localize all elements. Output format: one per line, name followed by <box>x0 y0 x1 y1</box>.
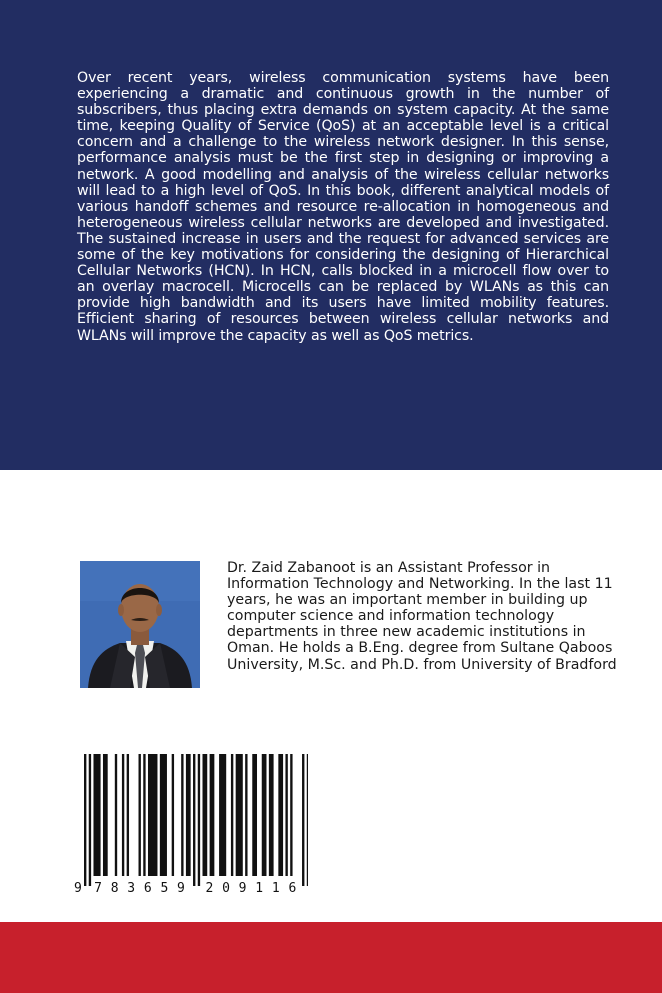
barcode-digit: 9 <box>238 881 247 896</box>
barcode-bar <box>203 754 208 876</box>
barcode-guard-bar <box>193 754 195 886</box>
barcode-bar <box>285 754 287 876</box>
barcode-guard-bar <box>89 754 91 886</box>
barcode-digit: 1 <box>271 881 280 896</box>
barcode-bar <box>122 754 124 876</box>
barcode-bar <box>127 754 129 876</box>
barcode-bar <box>236 754 243 876</box>
barcode-bar <box>148 754 157 876</box>
barcode-bar <box>115 754 117 876</box>
barcode-digit: 9 <box>177 881 185 896</box>
bottom-color-band <box>0 922 662 993</box>
author-bio: Dr. Zaid Zabanoot is an Assistant Professor in Information Technology and Networking. In the last 11 years, he was an important member in building up computer science and information technology departments in three new academic institutions in Oman. He holds a B.Eng. degree from Sultane Qaboos University, M.Sc. and Ph.D. from University of Bradford <box>227 560 617 673</box>
barcode-bar <box>262 754 267 876</box>
barcode-digit: 3 <box>127 881 136 896</box>
barcode-bar <box>103 754 108 876</box>
barcode-bar <box>245 754 247 876</box>
barcode-guard-bar <box>84 754 86 886</box>
barcode-digit: 9 <box>74 881 82 896</box>
isbn-barcode <box>72 752 308 896</box>
barcode-guard-bar <box>302 754 304 886</box>
barcode-bar <box>210 754 215 876</box>
barcode-digit: 6 <box>288 881 297 896</box>
barcode-bar <box>172 754 174 876</box>
barcode-bar <box>160 754 167 876</box>
barcode-bar <box>269 754 274 876</box>
barcode-bar <box>252 754 257 876</box>
barcode-bar <box>231 754 233 876</box>
barcode-guard-bar <box>307 754 308 886</box>
book-description: Over recent years, wireless communication systems have been experiencing a dramatic and continuous growth in the number of subscribers, thus placing extra demands on system capacity. At the same time, keeping Quality of Service (QoS) at an acceptable level is a critical concern and a challenge to the wireless network designer. In this sense, performance analysis must be the first step in designing or improving a network. A good modelling and analysis of the wireless cellular networks will lead to a high level of QoS. In this book, different analytical models of various handoff schemes and resource re-allocation in homogeneous and heterogeneous wireless cellular networks are developed and investigated. The sustained increase in users and the request for advanced services are some of the key motivations for considering the designing of Hierarchical Cellular Networks (HCN). In HCN, calls blocked in a microcell flow over to an overlay macrocell. Microcells can be replaced by WLANs as this can provide high bandwidth and its users have limited mobility features. Efficient sharing of resources between wireless cellular networks and WLANs will improve the capacity as well as QoS metrics. <box>77 70 609 344</box>
barcode-bar <box>139 754 141 876</box>
barcode-bar <box>219 754 226 876</box>
barcode-digit: 8 <box>110 881 119 896</box>
barcode-digit: 6 <box>143 881 152 896</box>
barcode-digit: 5 <box>160 881 169 896</box>
barcode-digit: 2 <box>205 881 214 896</box>
barcode-bar <box>93 754 100 876</box>
barcode-bar <box>143 754 145 876</box>
blurb-panel <box>0 0 662 470</box>
barcode-bar <box>181 754 183 876</box>
barcode-bar <box>278 754 283 876</box>
barcode-bar <box>186 754 191 876</box>
barcode-digit: 1 <box>255 881 264 896</box>
barcode-bar <box>290 754 292 876</box>
barcode-digit: 7 <box>94 881 102 896</box>
barcode-digit: 0 <box>222 881 230 896</box>
barcode-guard-bar <box>198 754 200 886</box>
author-photo <box>80 561 200 688</box>
